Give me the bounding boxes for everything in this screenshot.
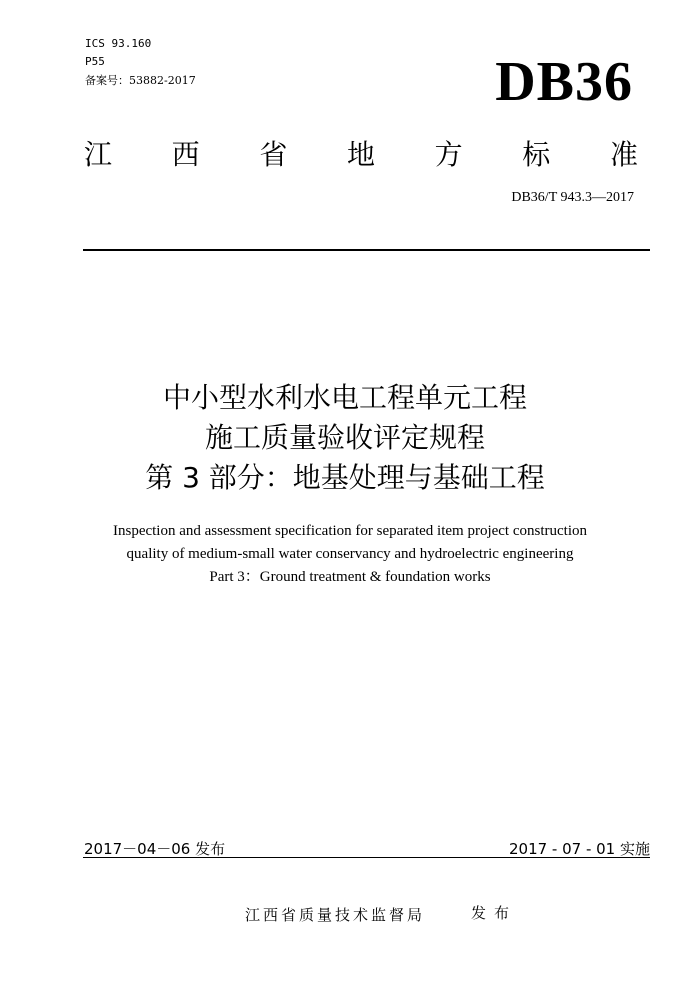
header-divider [83, 249, 650, 251]
standard-number: DB36/T 943.3—2017 [511, 190, 634, 205]
record-number: 备案号：53882-2017 [85, 74, 196, 87]
standard-type-char: 地 [346, 138, 375, 171]
standard-type-char: 准 [609, 138, 638, 171]
title-line-2: 施工质量验收评定规程 [204, 421, 485, 454]
english-title-line-3: Part 3：Ground treatment & foundation works [209, 569, 491, 585]
english-title-line-1: Inspection and assessment specification for separated item project construction [112, 523, 587, 539]
issuing-authority: 江西省质量技术监督局 [245, 906, 426, 924]
standard-logo: DB36 [495, 51, 633, 113]
title-line-3: 第 3 部分：地基处理与基础工程 [145, 461, 545, 494]
standard-type-char: 江 [84, 138, 113, 171]
ics-code: ICS 93.160 [85, 37, 152, 50]
standard-type-char: 标 [522, 138, 551, 171]
implement-date: 2017 - 07 - 01 实施 [508, 840, 650, 858]
issue-label: 发布 [471, 904, 518, 922]
standard-type-heading [84, 139, 638, 171]
standard-type-char: 方 [434, 138, 463, 171]
footer-divider [83, 857, 650, 858]
classification-code: P55 [85, 55, 105, 68]
title-line-1: 中小型水利水电工程单元工程 [162, 381, 527, 414]
publish-date: 2017－04－06 发布 [84, 840, 226, 858]
standard-type-char: 省 [259, 138, 288, 171]
standard-type-char: 西 [171, 138, 200, 171]
english-title-line-2: quality of medium-small water conservancy and hydroelectric engineering [126, 546, 574, 562]
